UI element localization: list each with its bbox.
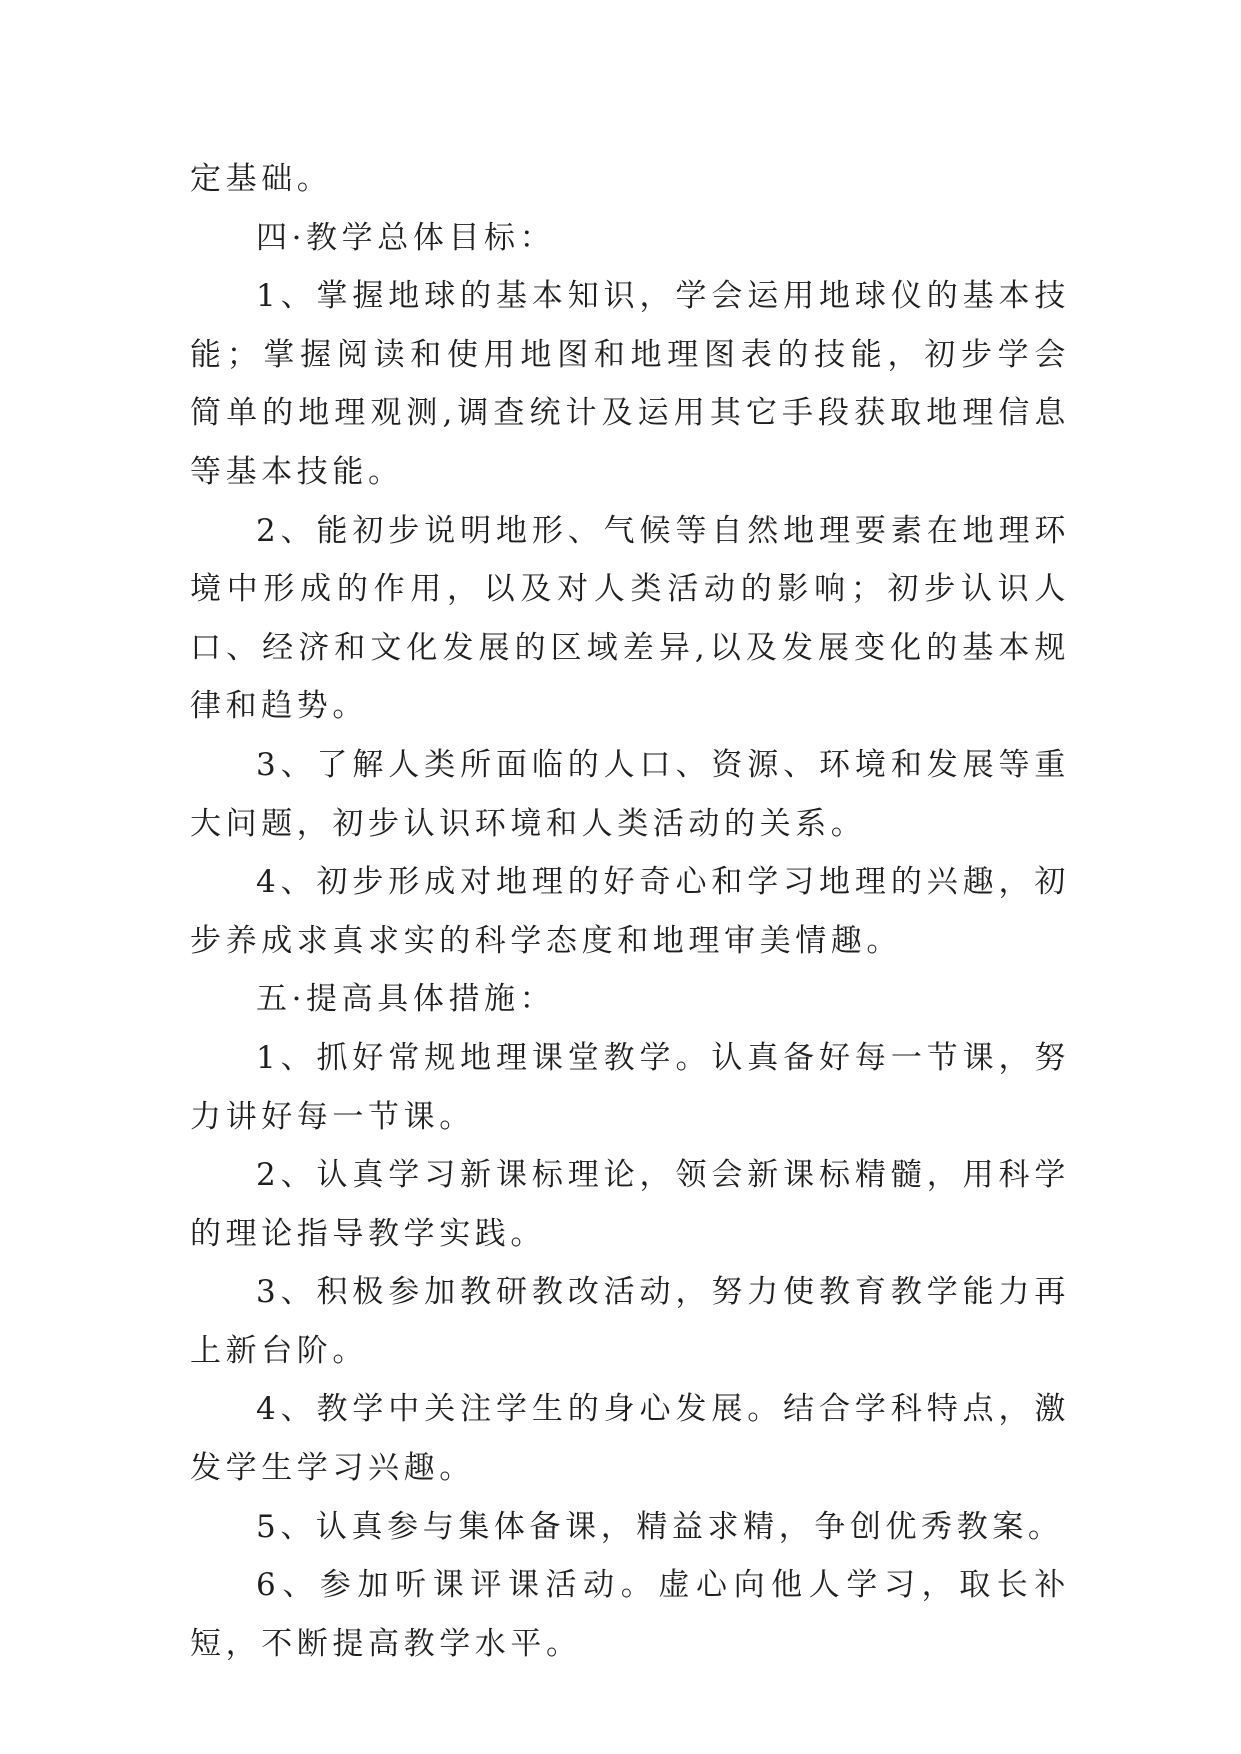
document-page [190,150,1070,1673]
section-heading-teaching-goals: 四·教学总体目标： [256,219,556,256]
goal-item-3: 3、了解人类所面临的人口、资源、环境和发展等重大问题，初步认识环境和人类活动的关系。 [190,746,1070,842]
measure-item-1: 1、抓好常规地理课堂教学。认真备好每一节课，努力讲好每一节课。 [190,1039,1070,1135]
paragraph-continuation: 定基础。 [190,161,333,197]
goal-item-2: 2、能初步说明地形、气候等自然地理要素在地理环境中形成的作用，以及对人类活动的影响；初步认识人口、经济和文化发展的区域差异,以及发展变化的基本规律和趋势。 [190,512,1070,725]
measure-item-6: 6、参加听课评课活动。虚心向他人学习，取长补短，不断提高教学水平。 [190,1567,1070,1662]
section-heading-measures: 五·提高具体措施： [256,981,556,1018]
measure-item-3: 3、积极参加教研教改活动，努力使教育教学能力再上新台阶。 [190,1274,1070,1369]
measure-item-2: 2、认真学习新课标理论，领会新课标精髓，用科学的理论指导教学实践。 [190,1157,1070,1252]
measure-item-4: 4、教学中关注学生的身心发展。结合学科特点，激发学生学习兴趣。 [190,1391,1070,1487]
goal-item-1: 1、掌握地球的基本知识，学会运用地球仪的基本技能；掌握阅读和使用地图和地理图表的技能，初步学会简单的地理观测,调查统计及运用其它手段获取地理信息等基本技能。 [190,278,1070,490]
measure-item-5: 5、认真参与集体备课，精益求精，争创优秀教案。 [256,1508,1064,1545]
goal-item-4: 4、初步形成对地理的好奇心和学习地理的兴趣，初步养成求真求实的科学态度和地理审美情趣。 [190,864,1070,959]
